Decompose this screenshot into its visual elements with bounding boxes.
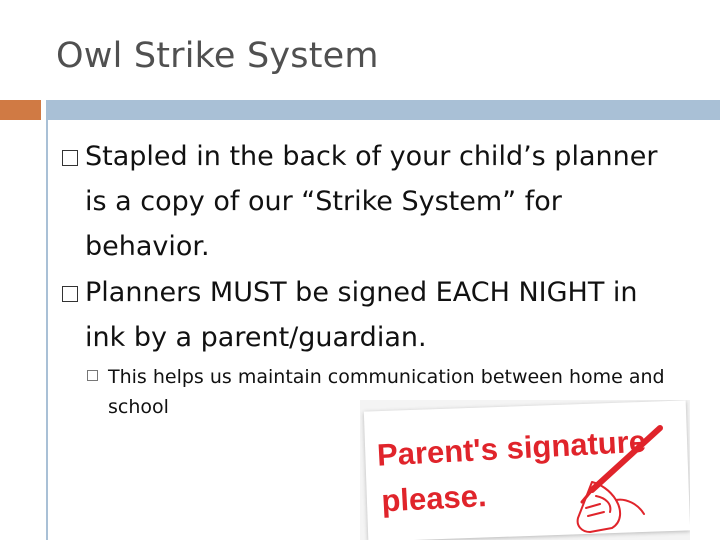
accent-bar-orange [0,100,41,120]
bullet-box-icon [62,150,78,166]
bullet-text-2: Planners MUST be signed EACH NIGHT in ink by a parent/guardian. [85,277,638,353]
slide-title: Owl Strike System [56,36,379,76]
parent-signature-stamp-image [360,400,690,540]
stamp-graphic [360,400,690,540]
accent-vertical-line [46,120,48,540]
accent-bar-blue [46,100,720,120]
sub-bullet-box-icon [87,370,98,381]
sub-bullet-text-1: This helps us maintain communication between home and school [108,366,665,418]
bullet-box-icon [62,286,78,302]
bullet-text-1: Stapled in the back of your child’s planner is a copy of our “Strike System” for behavior. [85,141,658,262]
stamp-line-2: please. [380,478,488,519]
stamp-line-1: Parent's signature [376,423,647,473]
